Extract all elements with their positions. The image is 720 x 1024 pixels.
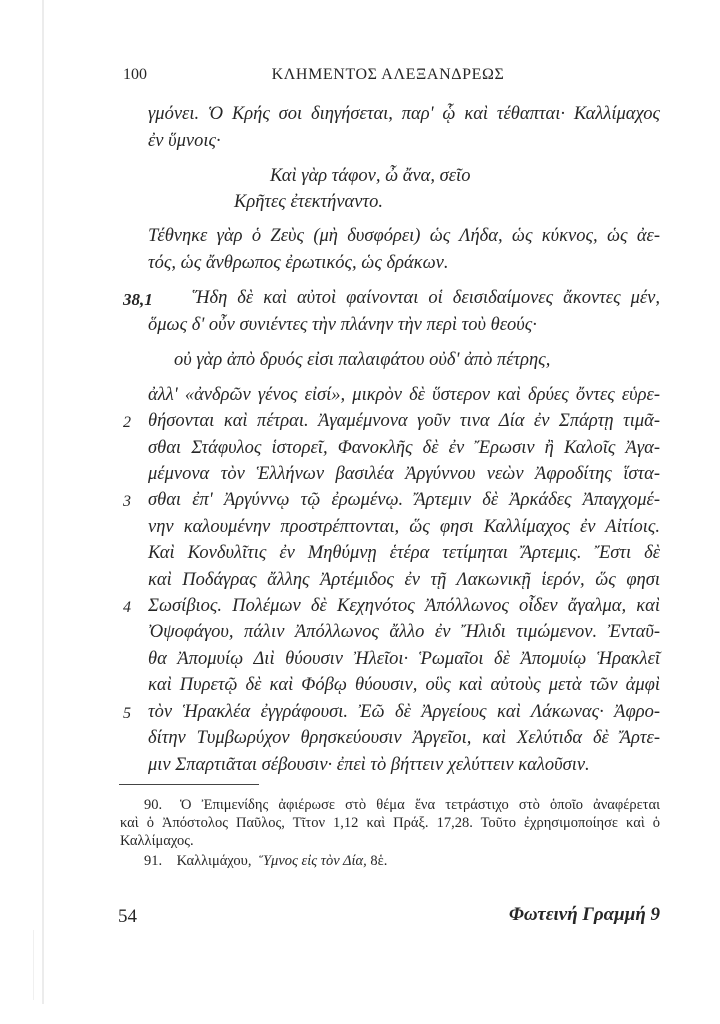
footnote-91-number: 91. <box>144 853 163 869</box>
text-line: τός, ὡς ἄνθρωπος ἐρωτικός, ὡς δράκων. <box>148 253 449 273</box>
text-line: καὶ Ποδάγρας ἄλλης Ἀρτέμιδος ἐν τῇ Λακωνικῇ ἱερόν, ὥς φησι <box>148 570 660 590</box>
line-number: 2 <box>123 414 131 431</box>
verse-line: οὐ γὰρ ἀπὸ δρυός εἰσι παλαιφάτου οὐδ' ἀπὸ πέτρης, <box>174 350 551 370</box>
text-line: Καὶ Κονδυλῖτις ἐν Μηθύμνῃ ἑτέρα τετίμηται Ἄρτεμις. Ἔστι δὲ <box>148 543 660 563</box>
footnote-91-work: Ὕμνος εἰς τὸν Δία, <box>258 853 367 869</box>
footnote-90-line: Ὁ Ἐπιμενίδης ἀφιέρωσε στὸ θέμα ἕνα τετράστιχο στὸ ὁποῖο ἀναφέρεται <box>180 797 660 813</box>
footnote-90-line: Καλλίμαχος. <box>120 833 194 849</box>
text-line: νην καλουμένην προστρέπτονται, ὥς φησι Καλλίμαχος ἐν Αἰτίοις. <box>148 517 660 537</box>
footnote-91 <box>144 853 387 870</box>
line-number: 3 <box>123 493 131 510</box>
page-edge-shadow <box>42 0 44 1004</box>
text-line: μέμνονα τὸν Ἑλλήνων βασιλέα Ἀργύννου νεὼν Ἀφροδίτης ἵστα- <box>148 464 660 484</box>
header-page-number: 100 <box>123 66 147 83</box>
footer-page-number: 54 <box>118 906 137 927</box>
footnote-91-author: Καλλιμάχου, <box>176 853 252 869</box>
footnote-90-line: καὶ ὁ Ἀπόστολος Παῦλος, Τῖτον 1,12 καὶ Πράξ. 17,28. Τοῦτο ἐχρησιμοποίησε καὶ ὁ <box>120 815 660 831</box>
text-line: θήσονται καὶ πέτραι. Ἀγαμέμνονα γοῦν τινα Δία ἐν Σπάρτῃ τιμᾶ- <box>148 411 660 431</box>
text-line: θα Ἀπομυίῳ Διὶ θύουσιν Ἠλεῖοι· Ῥωμαῖοι δὲ Ἀπομυίῳ Ἡρακλεῖ <box>148 649 660 669</box>
footnote-91-ref: 8ἑ. <box>370 853 388 869</box>
text-line: καὶ Πυρετῷ δὲ καὶ Φόβῳ θύουσιν, οὓς καὶ αὐτοὺς μετὰ τῶν ἀμφὶ <box>148 675 660 695</box>
text-line: Ὀψοφάγου, πάλιν Ἀπόλλωνος ἄλλο ἐν Ἤλιδι τιμώμενον. Ἐνταῦ- <box>148 622 660 642</box>
running-title: ΚΛΗΜΕΝΤΟΣ ΑΛΕΞΑΝΔΡΕΩΣ <box>271 66 505 83</box>
footer-publication: Φωτεινή Γραμμή 9 <box>508 904 660 925</box>
text-line: σθαι ἐπ' Ἀργύννῳ τῷ ἐρωμένῳ. Ἄρτεμιν δὲ Ἀρκάδες Ἀπαγχομέ- <box>148 490 660 510</box>
verse-line: Κρῆτες ἐτεκτήναντο. <box>234 192 383 212</box>
text-line: ῞Ηδη δὲ καὶ αὐτοὶ φαίνονται οἱ δεισιδαίμονες ἄκοντες μέν, <box>190 288 660 308</box>
line-number: 5 <box>123 705 131 722</box>
verse-line: Καὶ γὰρ τάφον, ὦ ἄνα, σεῖο <box>270 166 471 186</box>
line-number: 4 <box>123 599 131 616</box>
text-line: γμόνει. Ὁ Κρής σοι διηγήσεται, παρ' ᾧ καὶ τέθαπται· Καλλίμαχος <box>148 104 660 124</box>
text-line: Σωσίβιος. Πολέμων δὲ Κεχηνότος Ἀπόλλωνος οἶδεν ἄγαλμα, καὶ <box>148 596 660 616</box>
text-line: μιν Σπαρτιᾶται σέβουσιν· ἐπεὶ τὸ βήττειν χελύττειν καλοῦσιν. <box>148 755 590 775</box>
text-line: ἐν ὕμνοις· <box>148 131 221 151</box>
running-head <box>123 66 653 90</box>
text-line: Τέθνηκε γὰρ ὁ Ζεὺς (μὴ δυσφόρει) ὡς Λήδα, ὡς κύκνος, ὡς ἀε- <box>148 226 660 246</box>
section-marker: 38,1 <box>123 290 153 309</box>
text-line: ὅμως δ' οὖν συνιέντες τὴν πλάνην τὴν περὶ τοὺ θεούς· <box>148 315 537 335</box>
text-line: ἀλλ' «ἀνδρῶν γένος εἰσί», μικρὸν δὲ ὕστερον καὶ δρύες ὄντες εὑρε- <box>148 385 660 405</box>
footnote-90-number: 90. <box>144 797 163 813</box>
text-line: τὸν Ἡρακλέα ἐγγράφουσι. Ἐῶ δὲ Ἀργείους καὶ Λάκωνας· Ἀφρο- <box>148 702 660 722</box>
page-edge-shadow-lower <box>33 930 34 1000</box>
text-line: δίτην Τυμβωρύχον θρησκεύουσιν Ἀργεῖοι, καὶ Χελύτιδα δὲ Ἄρτε- <box>148 728 660 748</box>
footnote-separator <box>119 784 259 785</box>
text-line: σθαι Στάφυλος ἱστορεῖ, Φανοκλῆς δὲ ἐν Ἔρωσιν ἢ Καλοῖς Ἀγα- <box>148 438 660 458</box>
